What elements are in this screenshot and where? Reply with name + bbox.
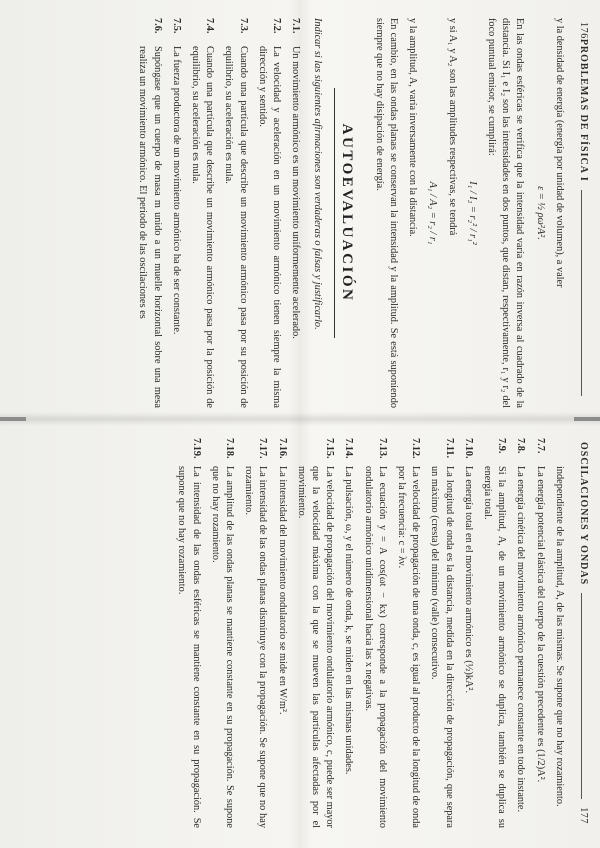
question-item (255, 18, 283, 408)
question-number: 7.16. (276, 438, 288, 459)
question-number: 7.3. (237, 18, 249, 34)
question-text: La pulsación, ω, y el número de onda, k, se miden en las mismas unidades. (343, 466, 355, 775)
page-number: 177 (578, 807, 589, 824)
question-text: La velocidad de propagación de una onda, c, es igual al producto de la longitud de onda por la frecuencia: c = λν. (395, 466, 422, 828)
question-number: 7.7. (534, 438, 546, 454)
header-rule (581, 593, 582, 799)
question-number: 7.4. (204, 18, 216, 34)
question-item (241, 438, 269, 828)
question-number: 7.12. (410, 438, 422, 459)
question-item (169, 18, 183, 408)
question-text: Cuando una partícula que describe un movimiento armónico pasa por la posición de equilibrio, su aceleración es nula. (189, 46, 216, 408)
paragraph: y si A₁ y A₂ son las amplitudes respectivas, se tendrá (446, 18, 458, 236)
running-header (576, 22, 590, 404)
question-number: 7.6. (151, 18, 163, 34)
equation: I₁ / I₂ = r₂² / r₁² (466, 181, 478, 245)
question-text: La intensidad del movimiento ondulatorio se mide en W/m². (276, 466, 288, 715)
question-text: La intensidad de las ondas esféricas se mantiene constante en su propagación. Se supone que no hay rozamiento. (176, 466, 202, 828)
question-item (341, 438, 355, 828)
question-item (427, 438, 455, 828)
question-text: Si la amplitud, A, de un movimiento armónico se duplica, también se duplica su energía total. (481, 466, 508, 828)
question-number (552, 438, 566, 466)
question-item (208, 438, 236, 828)
running-header (576, 442, 590, 824)
question-text: La energía cinética del movimiento armónico permanece constante en todo instante. (515, 466, 527, 813)
question-text: La longitud de onda es la distancia, medida en la dirección de propagación, que separa un máximo (cresta) del mínimo (valle) consecutivo. (429, 466, 455, 828)
question-item (294, 438, 337, 828)
question-text: La intensidad de las ondas planas disminuye con la propagación. Se supone que no hay rozamiento. (243, 466, 269, 828)
book-fold (0, 412, 600, 426)
question-item (188, 18, 216, 408)
page-176 (30, 18, 590, 408)
paragraph: En cambio, en las ondas planas se conservan la intensidad y la amplitud. Se está suponiendo siempre que no hay disipación de energía. (373, 18, 399, 408)
fold-mark-right (574, 417, 600, 421)
question-number: 7.8. (515, 438, 527, 454)
question-text: La velocidad y aceleración en un movimiento armónico tienen siempre la misma dirección y sentido. (256, 46, 282, 408)
question-item (174, 438, 202, 828)
header-title: OSCILACIONES Y ONDAS (578, 442, 589, 586)
question-item (274, 438, 288, 828)
question-text: La energía potencial elástica del cuerpo de la cuestión precedente es (1/2)A². (534, 466, 546, 783)
question-number: 7.10. (462, 438, 474, 459)
question-number: 7.11. (443, 438, 455, 459)
page-177 (30, 438, 590, 828)
fold-mark-left (0, 417, 26, 421)
question-item (135, 18, 163, 408)
question-number: 7.2. (270, 18, 282, 34)
section-rule (334, 88, 335, 338)
instructions: Indicar si las siguientes afirmaciones son verdaderas o falsas y justificarlo. (312, 18, 324, 330)
question-text: Un movimiento armónico es un movimiento uniformemente acelerado. (290, 46, 302, 339)
question-text: La amplitud de las ondas planas se mantiene constante en su propagación. Se supone que no hay rozamiento. (209, 466, 235, 828)
question-text: Cuando una partícula que describe un movimiento armónico pasa por su posición de equilibrio, su aceleración es nula. (223, 46, 249, 408)
question-text: La ecuación y = A cos(ωt − kx) corresponde a la propagación del movimiento ondulatorio armónico unidimensional hacia las x negativas. (362, 466, 388, 828)
question-number: 7.14. (343, 438, 355, 459)
question-text: La velocidad de propagación del movimiento ondulatorio armónico, c, puede ser mayor que la velocidad máxima con la que se mueven las partículas afectadas por el movimiento. (295, 466, 336, 828)
paragraph: En las ondas esféricas se verifica que la intensidad varía en razón inversa al cuadrado de la distancia. Si I₁ e I₂ son las intensidades en dos puntos, que distan, respectivamente, r₁ y r₂ del foco puntual emisor, se cumplirá: (485, 18, 526, 408)
question-text: Supóngase que un cuerpo de masa m unido a un muelle horizontal sobre una mesa realiza un movimiento armónico. El periodo de las oscilaciones es (137, 46, 163, 408)
question-text: independiente de la amplitud, A, de las mismas. Se supone que no hay rozamiento. (553, 466, 565, 807)
question-item (552, 438, 566, 828)
question-text: La energía total en el movimiento armónico es (½)kA². (462, 466, 474, 694)
question-number: 7.19. (190, 438, 202, 459)
paragraph: y la densidad de energía (energía por unidad de volumen), a valer (553, 18, 565, 288)
question-number: 7.15. (324, 438, 336, 459)
question-number: 7.18. (223, 438, 235, 459)
question-text: La fuerza productora de un movimiento armónico ha de ser constante. (170, 46, 182, 335)
question-item (394, 438, 422, 828)
question-number: 7.5. (170, 18, 182, 34)
question-item (221, 18, 249, 408)
question-number: 7.1. (290, 18, 302, 34)
question-number: 7.9. (496, 438, 508, 454)
section-title: AUTOEVALUACIÓN (338, 123, 355, 303)
question-item (288, 18, 302, 408)
equation: ε = ½ ρω²A². (534, 186, 546, 240)
equation: A₁ / A₂ = r₂ / r₁ (427, 181, 439, 245)
page-number: 176 (578, 22, 589, 39)
question-item (532, 438, 546, 828)
header-rule (581, 190, 582, 396)
question-item (360, 438, 388, 828)
question-number: 7.17. (257, 438, 269, 459)
question-number: 7.13. (376, 438, 388, 459)
question-item (513, 438, 527, 828)
question-item (480, 438, 508, 828)
question-item (461, 438, 475, 828)
header-title: PROBLEMAS DE FÍSICA I (578, 38, 589, 182)
paragraph: y la amplitud, A, varía inversamente con la distancia. (407, 18, 419, 237)
